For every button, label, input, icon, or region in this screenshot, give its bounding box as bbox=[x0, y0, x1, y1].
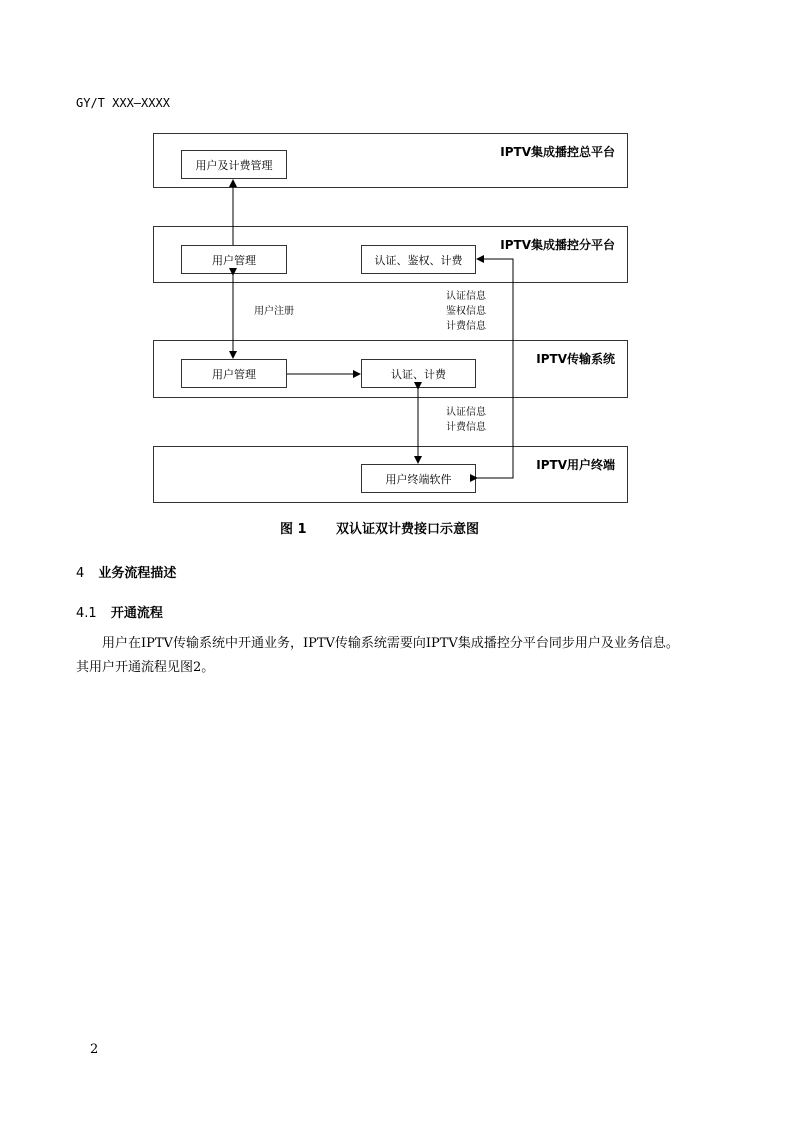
paragraph-line-2: 其用户开通流程见图2。 bbox=[76, 660, 215, 675]
user-billing-management-box: 用户及计费管理 bbox=[181, 150, 287, 179]
layer-title: IPTV传输系统 bbox=[536, 352, 615, 366]
figure-caption: 双认证双计费接口示意图 bbox=[336, 522, 480, 537]
section-title: 业务流程描述 bbox=[98, 566, 177, 581]
section-heading bbox=[76, 562, 176, 581]
layer-title: IPTV用户终端 bbox=[536, 458, 615, 472]
label-sub-info bbox=[446, 289, 486, 334]
label-billing-info: 计费信息 bbox=[446, 422, 486, 433]
transport-user-management-box: 用户管理 bbox=[181, 359, 287, 388]
sub-user-management-box: 用户管理 bbox=[181, 245, 287, 274]
subsection-heading bbox=[76, 602, 163, 621]
label-billing-info: 计费信息 bbox=[446, 321, 486, 332]
label-authz-info: 鉴权信息 bbox=[446, 306, 486, 317]
page-number: 2 bbox=[90, 1042, 99, 1057]
label-terminal-info bbox=[446, 405, 486, 435]
label-auth-info: 认证信息 bbox=[446, 291, 486, 302]
section-number: 4 bbox=[76, 566, 85, 581]
figure-number: 图 1 bbox=[280, 522, 307, 537]
subsection-number: 4.1 bbox=[76, 606, 97, 621]
terminal-software-box: 用户终端软件 bbox=[361, 464, 476, 493]
layer-title: IPTV集成播控分平台 bbox=[500, 238, 615, 252]
document-code: GY/T XXX—XXXX bbox=[76, 96, 170, 110]
paragraph-line-1: 用户在IPTV传输系统中开通业务，IPTV传输系统需要向IPTV集成播控分平台同步用户及业务信息。 bbox=[102, 636, 679, 651]
sub-auth-billing-box: 认证、鉴权、计费 bbox=[361, 245, 476, 274]
layer-title: IPTV集成播控总平台 bbox=[500, 145, 615, 159]
label-auth-info: 认证信息 bbox=[446, 407, 486, 418]
subsection-title: 开通流程 bbox=[110, 606, 163, 621]
label-user-register: 用户注册 bbox=[254, 306, 294, 317]
transport-auth-billing-box: 认证、计费 bbox=[361, 359, 476, 388]
